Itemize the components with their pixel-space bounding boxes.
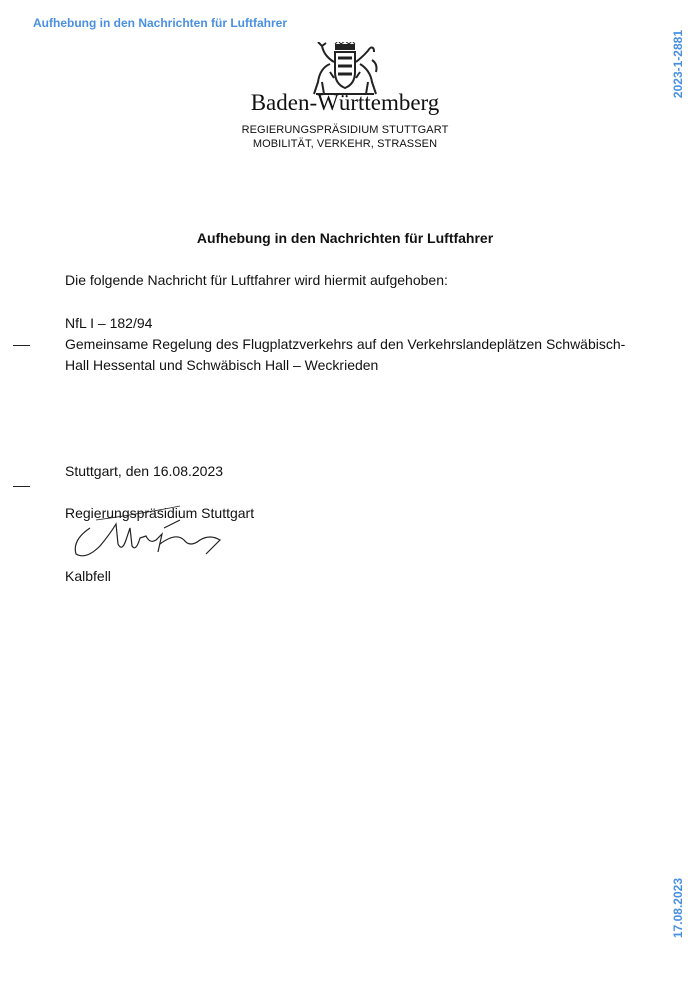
header-title-link[interactable]: Aufhebung in den Nachrichten für Luftfahrer (33, 16, 287, 30)
side-reference-number: 2023-1-2881 (671, 30, 685, 99)
place-date: Stuttgart, den 16.08.2023 (65, 463, 224, 479)
nfl-description: Gemeinsame Regelung des Flugplatzverkehrs auf den Verkehrslandeplätzen Schwäbisch-Hall Hessental und Schwäbisch Hall – Weckrieden (65, 336, 626, 373)
nfl-identifier: NfL I – 182/94 (65, 315, 153, 331)
document-title: Aufhebung in den Nachrichten für Luftfahrer (196, 230, 494, 246)
fold-mark (13, 486, 30, 487)
authority-line-1: REGIERUNGSPRÄSIDIUM STUTTGART (241, 124, 449, 136)
side-date: 17.08.2023 (671, 878, 685, 939)
authority-line-2: MOBILITÄT, VERKEHR, STRASSEN (252, 138, 438, 150)
fold-mark (13, 345, 30, 346)
handwritten-signature (60, 500, 240, 568)
signer-name: Kalbfell (65, 568, 111, 584)
intro-text: Die folgende Nachricht für Luftfahrer wird hiermit aufgehoben: (65, 272, 448, 288)
coat-of-arms-icon (308, 42, 382, 96)
state-name: Baden-Württemberg (250, 90, 440, 115)
signing-authority: Regierungspräsidium Stuttgart (65, 505, 255, 521)
